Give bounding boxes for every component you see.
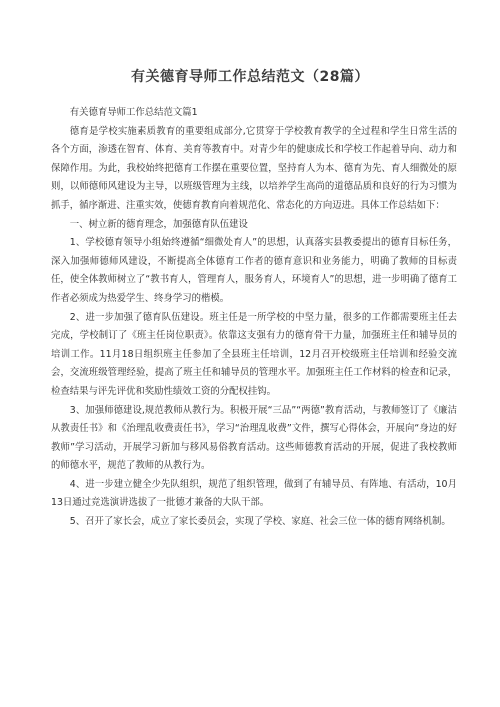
section-heading: 有关德育导师工作总结范文篇1	[69, 107, 198, 118]
page-title: 有关德育导师工作总结范文（28篇）	[131, 69, 369, 85]
section-heading-1: 一、树立新的德育理念，加强德育队伍建设	[69, 218, 248, 230]
paragraph-item-4: 4、进一步建立健全少先队组织，规范了组织管理，做到了有辅导员、有阵地、有活动，10月13日通过竞选演讲选拔了一批德才兼备的大队干部。	[51, 478, 457, 509]
paragraph-item-2: 2、进一步加强了德育队伍建设。班主任是一所学校的中坚力量，很多的工作都需要班主任去完成，学校制订了《班主任岗位职责》。依靠这支强有力的德育骨干力量，加强班主任和辅导员的培训工作。11月18日组织班主任参加了全县班主任培训，12月召开校级班主任培训和经验交流会，交流班级管理经验，提高了班主任和辅导员的管理水平。加强班主任工作材料的检查和记录，检查结果与评先评优和奖励性绩效工资的分配权挂钩。	[51, 311, 457, 397]
paragraph-intro: 德育是学校实施素质教育的重要组成部分,它贯穿于学校教育教学的全过程和学生日常生活的各个方面，渗透在智育、体育、美育等教育中。对青少年的健康成长和学校工作起着导向、动力和保障作用。为此，我校始终把德育工作摆在重要位置，坚持育人为本、德育为先、育人细微处的原则，以师德师风建设为主导，以班级管理为主线，以培养学生高尚的道德品质和良好的行为习惯为抓手，循序渐进、注重实效，使德育教育向着规范化、常态化的方向迈进。具体工作总结如下：	[51, 125, 457, 211]
paragraph-item-1: 1、学校德育领导小组始终遵循“细微处育人”的思想，认真落实县教委提出的德育目标任务，深入加强师德师风建设，不断提高全体德育工作者的德育意识和业务能力，明确了教师的目标责任，使全体教师树立了“教书育人，管理育人，服务育人，环境育人”的思想，进一步明确了德育工作者必须成为热爱学生、终身学习的楷模。	[51, 237, 457, 304]
paragraph-item-5: 5、召开了家长会，成立了家长委员会，实现了学校、家庭、社会三位一体的德育网络机制。	[69, 516, 451, 528]
document-body	[51, 104, 457, 532]
paragraph-item-3: 3、加强师德建设,规范教师从教行为。积极开展“三品”“两德”教育活动，与教师签订了《廉洁从教责任书》和《治理乱收费责任书》，学习“治理乱收费”文件，撰写心得体会，开展向“身边的好教师”学习活动，开展学习新加与移风易俗教育活动。这些师德教育活动的开展，促进了我校教师的师德水平，规范了教师的从教行为。	[51, 404, 457, 472]
